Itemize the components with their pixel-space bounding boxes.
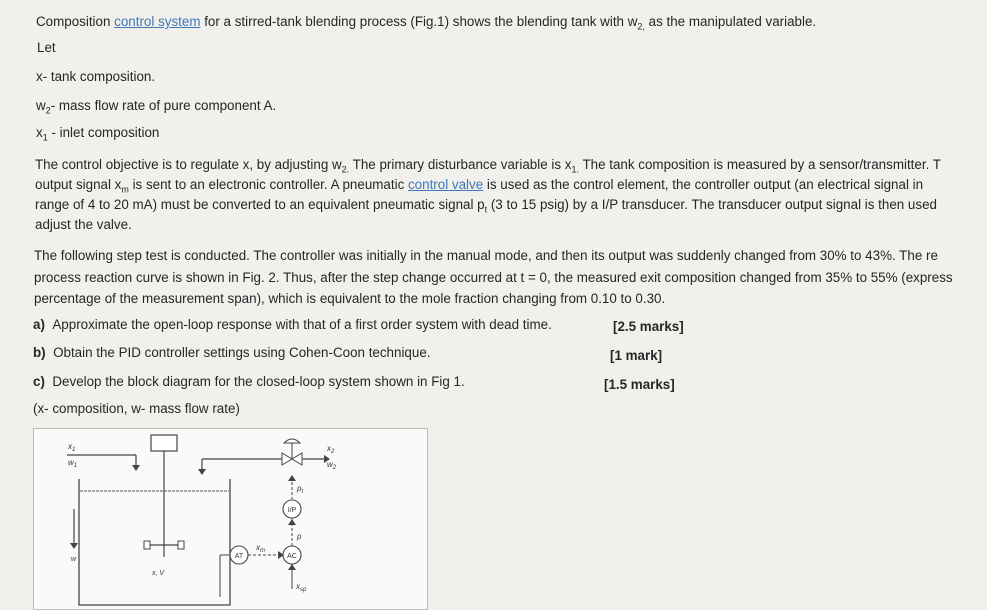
objective-l2sub: m (121, 184, 129, 195)
at-label: AT (234, 553, 244, 560)
def-w2-rest: - mass flow rate of pure component A. (50, 98, 277, 113)
process-figure (33, 428, 428, 610)
intro-sub: 2, (637, 21, 645, 32)
objective-l3b: (3 to 15 psig) by a I/P transducer. The transducer output signal is then used (487, 197, 937, 212)
label-w: w (71, 556, 77, 563)
steptest-line-1: The following step test is conducted. The controller was initially in the manual mode, and then its output was suddenly changed from 30% to 43%. The re (34, 248, 938, 263)
label-xm: $x_m$ (256, 543, 265, 554)
question-a-text: Approximate the open-loop response with that of a first order system with dead time. (52, 317, 552, 332)
question-b-label: b) (33, 345, 46, 360)
objective-line-3 (35, 197, 937, 218)
inlet-arrow-1 (132, 465, 140, 471)
control-valve-icon (282, 453, 292, 465)
objective-l2b: is sent to an electronic controller. A pneumatic (128, 177, 408, 192)
question-a-label: a) (33, 317, 45, 332)
objective-l3a: range of 4 to 20 mA) must be converted to an equivalent pneumatic signal p (35, 197, 485, 212)
objective-l3sub: t (484, 204, 488, 215)
def-x: x- tank composition. (36, 69, 156, 84)
question-c (33, 374, 465, 390)
objective-l2a: output signal x (35, 177, 122, 192)
def-w2-sub: 2 (45, 105, 51, 116)
question-c-label: c) (33, 374, 45, 389)
question-b (33, 345, 430, 361)
label-w1: $w_1$ (68, 458, 78, 469)
agitator-motor (151, 435, 177, 451)
intro-part3: as the manipulated variable. (644, 14, 817, 29)
intro-part2: for a stirred-tank blending process (Fig.1) shows the blending tank with w (200, 14, 638, 29)
label-pt: $p_t$ (297, 484, 304, 495)
tank-wall (79, 479, 230, 605)
objective-line-1 (35, 157, 941, 178)
objective-l2c: is used as the control element, the controller output (an electrical signal in (483, 177, 924, 192)
objective-l1a: The control objective is to regulate x, by adjusting w (35, 157, 342, 172)
control-system-link[interactable]: control system (114, 14, 201, 29)
intro-part1: Composition (36, 14, 115, 29)
question-a (33, 317, 552, 333)
label-w2: $w_2$ (327, 460, 337, 471)
label-x2: $x_2$ (327, 444, 335, 455)
question-a-marks: [2.5 marks] (613, 319, 684, 334)
label-xsp: $x_{sp}$ (296, 582, 307, 593)
label-p: p (297, 532, 302, 541)
ac-label: AC (287, 553, 297, 560)
intro-line (36, 14, 816, 35)
question-c-text: Develop the block diagram for the closed-loop system shown in Fig 1. (52, 374, 465, 389)
objective-l1sub: 2. (341, 164, 350, 175)
label-xv: x, V (152, 570, 165, 577)
objective-line-4: adjust the valve. (35, 217, 132, 232)
def-x1-rest: - inlet composition (47, 125, 160, 140)
objective-l1c: The tank composition is measured by a sensor/transmitter. T (578, 157, 941, 172)
def-x1-sub: 1 (42, 132, 48, 143)
def-w2 (36, 98, 276, 119)
def-x1-main: x (36, 125, 43, 140)
valve-actuator-icon (284, 439, 300, 443)
def-w2-main: w (36, 98, 46, 113)
objective-line-2 (35, 177, 923, 198)
steptest-line-2: process reaction curve is shown in Fig. 2. Thus, after the step change occurred at t = 0, the measured exit composition changed from 35% to 55% (express (34, 270, 953, 285)
blending-tank-diagram (34, 429, 427, 609)
control-valve-link[interactable]: control valve (407, 177, 484, 192)
objective-l1sub2: 1. (571, 164, 579, 175)
question-b-text: Obtain the PID controller settings using Cohen-Coon technique. (53, 345, 431, 360)
objective-l1b: The primary disturbance variable is x (349, 157, 572, 172)
note: (x- composition, w- mass flow rate) (33, 401, 240, 416)
label-x1: $x_1$ (68, 442, 76, 453)
ip-label: I/P (287, 507, 297, 514)
let-label: Let (37, 40, 56, 55)
steptest-line-3: percentage of the measurement span), which is equivalent to the mole fraction changing from 0.10 to 0.30. (34, 291, 666, 306)
question-c-marks: [1.5 marks] (604, 377, 675, 392)
def-x1 (36, 125, 159, 146)
question-b-marks: [1 mark] (610, 348, 663, 363)
